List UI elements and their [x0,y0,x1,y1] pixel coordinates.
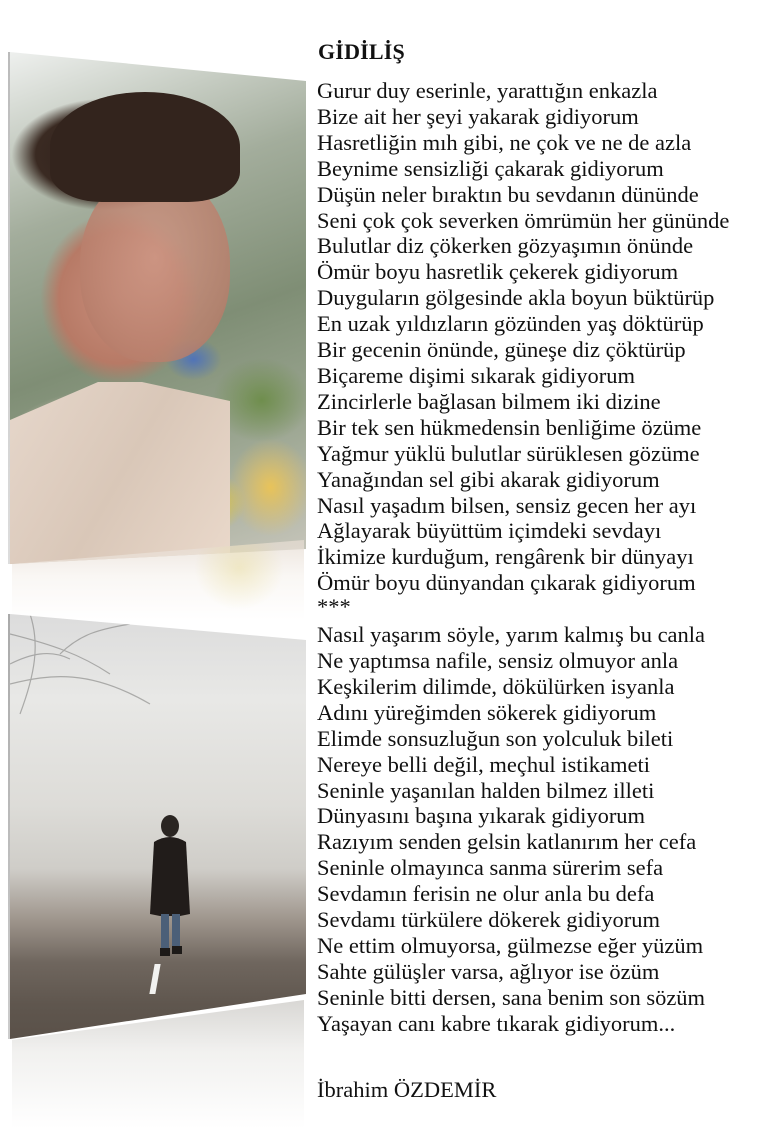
poem-line: Bir gecenin önünde, güneşe diz çöktürüp [317,337,686,363]
poem-lines [317,78,767,1037]
photo-edge [8,614,10,1039]
poem-line: En uzak yıldızların gözünden yaş döktürüp [317,311,704,337]
poem-line: Keşkilerim dilimde, dökülürken isyanla [317,673,675,699]
poem-line: Dünyasını başına yıkarak gidiyorum [317,803,646,829]
poem-line: Biçareme dişimi sıkarak gidiyorum [317,362,636,388]
poem-line: Adını yüreğimden sökerek gidiyorum [317,699,657,725]
poem-line: Ömür boyu hasretlik çekerek gidiyorum [317,259,679,285]
poem-line: Düşün neler bıraktın bu sevdanın dününde [317,181,699,207]
poem-line: Yaşayan canı kabre tıkarak gidiyorum... [317,1010,676,1036]
poem-line: İkimize kurduğum, rengârenk bir dünyayı [317,544,694,570]
poem-line: Seninle olmayınca sanma sürerim sefa [317,855,664,881]
stanza-separator: *** [317,594,351,620]
poem-line: Ağlayarak büyüttüm içimdeki sevdayı [317,518,662,544]
walking-person-icon [140,814,200,964]
poem-line: Bir tek sen hükmedensin benliğime özüme [317,414,702,440]
poem-line: Zincirlerle bağlasan bilmem iki dizine [317,388,661,414]
photo-column [0,0,310,1129]
poem [317,38,767,1103]
poem-line: Beynime sensizliği çakarak gidiyorum [317,155,664,181]
poem-line: Bulutlar diz çökerken gözyaşımın önünde [317,233,694,259]
poem-line: Ömür boyu dünyandan çıkarak gidiyorum [317,570,696,596]
poem-line: Seninle yaşanılan halden bilmez illeti [317,777,655,803]
poem-line: Seninle bitti dersen, sana benim son sözüm [317,984,706,1010]
poem-author: İbrahim ÖZDEMİR [317,1076,497,1102]
poem-line: Yanağından sel gibi akarak gidiyorum [317,466,660,492]
poem-line: Nereye belli değil, meçhul istikameti [317,751,651,777]
portrait-shirt [10,382,230,564]
poem-line: Duyguların gölgesinde akla boyun büktürüp [317,285,715,311]
poem-line: Sevdamı türkülere dökerek gidiyorum [317,907,661,933]
photo-edge [8,52,10,564]
poem-line: Sahte gülüşler varsa, ağlıyor ise özüm [317,958,660,984]
poem-line: Hasretliğin mıh gibi, ne çok ve ne de azla [317,129,692,155]
foggy-road-photo [10,614,306,1039]
poem-line: Sevdamın ferisin ne olur anla bu defa [317,881,655,907]
poem-line: Nasıl yaşadım bilsen, sensiz gecen her ayı [317,492,697,518]
portrait-hair [50,92,240,202]
poem-line: Razıyım senden gelsin katlanırım her cefa [317,829,697,855]
poem-line: Ne yaptımsa nafile, sensiz olmuyor anla [317,648,679,674]
poem-line: Seni çok çok severken ömrümün her gününde [317,207,730,233]
poem-line: Elimde sonsuzluğun son yolculuk bileti [317,725,674,751]
portrait-photo [10,52,306,564]
tree-branches-icon [10,614,160,734]
poem-line: Nasıl yaşarım söyle, yarım kalmış bu canla [317,622,706,648]
poem-line: Yağmur yüklü bulutlar sürüklesen gözüme [317,440,700,466]
poem-title: GİDİLİŞ [318,39,405,64]
poem-line: Gurur duy eserinle, yarattığın enkazla [317,78,658,103]
poem-line: Ne ettim olmuyorsa, gülmezse eğer yüzüm [317,933,704,958]
poem-line: Bize ait her şeyi yakarak gidiyorum [317,103,639,129]
